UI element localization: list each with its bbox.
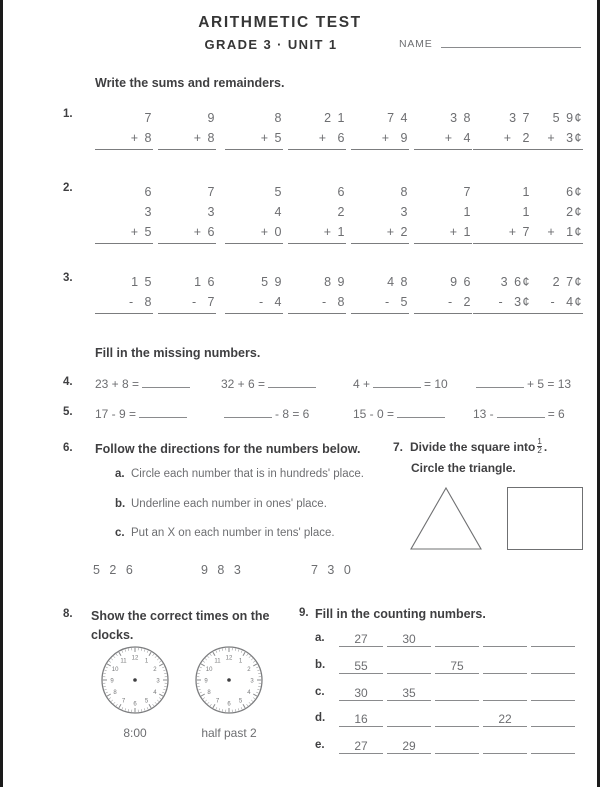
expression-text: 13 - bbox=[473, 407, 494, 421]
counting-value[interactable]: 16 bbox=[339, 712, 383, 727]
calc-column bbox=[158, 108, 216, 150]
problem-7-heading bbox=[393, 438, 593, 456]
problem-number-7: 7. bbox=[393, 439, 404, 454]
fraction-denominator: 2 bbox=[537, 446, 542, 456]
calc-column bbox=[351, 272, 409, 314]
counting-blank[interactable] bbox=[435, 739, 479, 754]
calc-operand: 7 4 bbox=[387, 111, 409, 125]
clock-center-dot bbox=[227, 678, 231, 682]
counting-blank[interactable] bbox=[531, 659, 575, 674]
clock-numeral: 8 bbox=[207, 689, 211, 696]
problem-number: 3. bbox=[63, 272, 73, 284]
counting-value[interactable]: 35 bbox=[387, 686, 431, 701]
calc-operand: 5 9¢ bbox=[552, 111, 583, 125]
calc-operand-line: - 7 bbox=[158, 292, 216, 314]
clock-numeral: 2 bbox=[153, 666, 157, 673]
counting-blank[interactable] bbox=[531, 712, 575, 727]
calc-operand-line: + 8 bbox=[95, 128, 153, 150]
calc-column bbox=[225, 108, 283, 150]
calc-operand: 9 6 bbox=[450, 275, 472, 289]
calc-operand: 3 8 bbox=[450, 111, 472, 125]
calc-operand-line: - 8 bbox=[95, 292, 153, 314]
calc-operand: 1 bbox=[463, 205, 472, 219]
clock-numeral: 9 bbox=[110, 678, 114, 685]
clock-caption: half past 2 bbox=[201, 726, 257, 740]
problem-number: 5. bbox=[63, 406, 73, 418]
expression-text: 15 - 0 = bbox=[353, 407, 395, 421]
step-text: Put an X on each number in tens' place. bbox=[131, 527, 335, 539]
counting-row-letter: d. bbox=[315, 712, 326, 724]
name-input-line[interactable] bbox=[441, 47, 581, 48]
counting-value[interactable]: 75 bbox=[435, 659, 479, 674]
problem-6-step bbox=[115, 527, 335, 539]
calc-operand-line: + 1 bbox=[288, 222, 346, 244]
calc-operand: 3 7 bbox=[509, 111, 531, 125]
problem-number: 2. bbox=[63, 182, 73, 194]
calc-operand-line: + 5 bbox=[95, 222, 153, 244]
calc-operand-line: - 2 bbox=[414, 292, 472, 314]
instruction-write-sums: Write the sums and remainders. bbox=[95, 76, 285, 90]
calc-operand-line: + 0 bbox=[225, 222, 283, 244]
clock-numeral: 9 bbox=[204, 678, 208, 685]
calc-column bbox=[414, 108, 472, 150]
clock-numeral: 3 bbox=[250, 678, 254, 685]
calc-operand-line: + 7 bbox=[473, 222, 531, 244]
problem-7 bbox=[393, 438, 593, 475]
calc-operand-line: + 1 bbox=[414, 222, 472, 244]
calc-column bbox=[225, 182, 283, 244]
counting-row-letter: a. bbox=[315, 632, 325, 644]
expression-text: 4 + bbox=[353, 377, 371, 391]
name-label: NAME bbox=[399, 38, 433, 50]
calc-operand: 3 bbox=[400, 205, 409, 219]
calc-operand: 1 5 bbox=[131, 275, 153, 289]
calc-operand: 1 bbox=[522, 205, 531, 219]
step-letter: c. bbox=[115, 527, 125, 539]
calc-operand-line: - 3¢ bbox=[473, 292, 531, 314]
clock-numeral: 7 bbox=[121, 698, 126, 705]
calc-operand: 7 bbox=[463, 185, 472, 199]
calc-operand-line: + 5 bbox=[225, 128, 283, 150]
calc-column bbox=[288, 108, 346, 150]
counting-blank[interactable] bbox=[435, 686, 479, 701]
calc-operand: 6¢ bbox=[566, 185, 583, 199]
calc-column bbox=[473, 272, 531, 314]
counting-blank[interactable] bbox=[531, 739, 575, 754]
counting-value[interactable]: 55 bbox=[339, 659, 383, 674]
clock-numeral: 10 bbox=[205, 666, 213, 673]
step-text: Circle each number that is in hundreds' place. bbox=[131, 468, 364, 480]
clock-numeral: 10 bbox=[111, 666, 119, 673]
clock-item bbox=[95, 645, 175, 740]
answer-blank[interactable] bbox=[224, 406, 272, 418]
counting-blank[interactable] bbox=[435, 632, 479, 647]
triangle-shape[interactable] bbox=[409, 486, 483, 552]
fill-in-problem bbox=[95, 406, 190, 421]
fill-in-problem bbox=[473, 376, 571, 391]
place-value-number[interactable]: 5 2 6 bbox=[93, 563, 136, 577]
problem-8-heading: Show the correct times on the clocks. bbox=[91, 609, 270, 642]
problem-number-9: 9. bbox=[299, 607, 309, 619]
clock-numeral: 8 bbox=[113, 689, 117, 696]
calc-operand-line: + 3¢ bbox=[525, 128, 583, 150]
fill-in-problem bbox=[353, 376, 448, 391]
calc-operand: 8 bbox=[400, 185, 409, 199]
calc-operand-line: + 6 bbox=[288, 128, 346, 150]
answer-blank[interactable] bbox=[373, 376, 421, 388]
step-text: Underline each number in ones' place. bbox=[131, 498, 327, 510]
calc-operand: 3 bbox=[207, 205, 216, 219]
clock-numeral: 1 bbox=[144, 658, 149, 665]
instruction-fill-missing: Fill in the missing numbers. bbox=[95, 346, 261, 360]
calc-column bbox=[525, 272, 583, 314]
calc-operand: 2 1 bbox=[324, 111, 346, 125]
calc-operand: 3 6¢ bbox=[500, 275, 531, 289]
calc-operand: 1 6 bbox=[194, 275, 216, 289]
clock-numeral: 1 bbox=[238, 658, 243, 665]
clock-numeral: 7 bbox=[215, 698, 220, 705]
counting-value[interactable]: 29 bbox=[387, 739, 431, 754]
fill-in-problem bbox=[221, 376, 319, 391]
calc-operand-line: - 8 bbox=[288, 292, 346, 314]
clock-numeral: 2 bbox=[247, 666, 251, 673]
fill-in-problem bbox=[353, 406, 448, 421]
counting-value[interactable]: 22 bbox=[483, 712, 527, 727]
expression-text: 17 - 9 = bbox=[95, 407, 137, 421]
fill-in-problem bbox=[221, 406, 309, 421]
clock-face[interactable] bbox=[100, 645, 170, 715]
calc-operand: 7 bbox=[144, 111, 153, 125]
problem-number: 1. bbox=[63, 108, 73, 120]
name-field-group bbox=[399, 38, 581, 50]
clock-numeral: 5 bbox=[238, 698, 243, 705]
expression-text: + 5 = 13 bbox=[527, 377, 572, 391]
clock-numeral: 11 bbox=[120, 658, 127, 665]
counting-value[interactable]: 30 bbox=[387, 632, 431, 647]
calc-column bbox=[95, 182, 153, 244]
clock-numeral: 12 bbox=[225, 655, 233, 662]
calc-column bbox=[351, 182, 409, 244]
calc-column bbox=[225, 272, 283, 314]
answer-blank[interactable] bbox=[268, 376, 316, 388]
calc-operand-line: + 1¢ bbox=[525, 222, 583, 244]
answer-blank[interactable] bbox=[139, 406, 187, 418]
step-letter: a. bbox=[115, 468, 125, 480]
answer-blank[interactable] bbox=[142, 376, 190, 388]
calc-column bbox=[288, 182, 346, 244]
calc-column bbox=[473, 108, 531, 150]
calc-operand-line: + 8 bbox=[158, 128, 216, 150]
calc-operand: 4 bbox=[274, 205, 283, 219]
clock-numeral: 4 bbox=[153, 689, 157, 696]
fill-in-problem bbox=[95, 376, 193, 391]
calc-column bbox=[288, 272, 346, 314]
calc-operand-line: + 2 bbox=[351, 222, 409, 244]
clock-numeral: 3 bbox=[156, 678, 160, 685]
counting-value[interactable]: 30 bbox=[339, 686, 383, 701]
clock-numeral: 4 bbox=[247, 689, 251, 696]
calc-operand-line: + 6 bbox=[158, 222, 216, 244]
counting-blank[interactable] bbox=[483, 632, 527, 647]
calc-operand: 4 8 bbox=[387, 275, 409, 289]
expression-text: 32 + 6 = bbox=[221, 377, 266, 391]
counting-blank[interactable] bbox=[483, 739, 527, 754]
calc-operand: 5 9 bbox=[261, 275, 283, 289]
problem-6-step bbox=[115, 468, 364, 480]
calc-operand: 8 9 bbox=[324, 275, 346, 289]
counting-value[interactable]: 27 bbox=[339, 739, 383, 754]
calc-column bbox=[351, 108, 409, 150]
clock-face[interactable] bbox=[194, 645, 264, 715]
expression-text: = 6 bbox=[547, 407, 565, 421]
calc-operand: 6 bbox=[337, 185, 346, 199]
problem-7-text-after: . bbox=[543, 439, 548, 454]
page-title: ARITHMETIC TEST bbox=[198, 14, 362, 31]
problem-number-8: 8. bbox=[63, 608, 73, 620]
counting-row-letter: b. bbox=[315, 659, 326, 671]
answer-blank[interactable] bbox=[476, 376, 524, 388]
clock-numeral: 12 bbox=[131, 655, 139, 662]
counting-blank[interactable] bbox=[483, 659, 527, 674]
fraction-numerator: 1 bbox=[537, 437, 542, 446]
calc-operand-line: + 4 bbox=[414, 128, 472, 150]
calc-column bbox=[158, 272, 216, 314]
calc-column bbox=[473, 182, 531, 244]
calc-operand-line: - 4 bbox=[225, 292, 283, 314]
calc-operand-line: + 9 bbox=[351, 128, 409, 150]
calc-column bbox=[95, 108, 153, 150]
problem-7-line2: Circle the triangle. bbox=[411, 460, 516, 475]
problem-6-step bbox=[115, 498, 327, 510]
expression-text: 23 + 8 = bbox=[95, 377, 140, 391]
answer-blank[interactable] bbox=[397, 406, 445, 418]
square-shape[interactable] bbox=[507, 487, 583, 550]
step-letter: b. bbox=[115, 498, 126, 510]
clock-numeral: 11 bbox=[214, 658, 221, 665]
grade-unit-subtitle: GRADE 3 · UNIT 1 bbox=[204, 37, 338, 52]
fraction-one-half bbox=[537, 438, 541, 456]
clock-item bbox=[189, 645, 269, 740]
calc-operand-line: - 5 bbox=[351, 292, 409, 314]
problem-9-heading: Fill in the counting numbers. bbox=[315, 607, 486, 621]
expression-text: = 10 bbox=[424, 377, 448, 391]
counting-blank[interactable] bbox=[435, 712, 479, 727]
calc-operand: 6 bbox=[144, 185, 153, 199]
problem-number: 4. bbox=[63, 376, 73, 388]
place-value-number[interactable]: 9 8 3 bbox=[201, 563, 244, 577]
counting-blank[interactable] bbox=[531, 686, 575, 701]
calc-column bbox=[95, 272, 153, 314]
answer-blank[interactable] bbox=[497, 406, 545, 418]
counting-blank[interactable] bbox=[387, 659, 431, 674]
clock-caption: 8:00 bbox=[123, 726, 147, 740]
calc-column bbox=[158, 182, 216, 244]
counting-blank[interactable] bbox=[387, 712, 431, 727]
clock-numeral: 6 bbox=[133, 701, 137, 708]
expression-text: - 8 = 6 bbox=[275, 407, 310, 421]
counting-value[interactable]: 27 bbox=[339, 632, 383, 647]
clock-numeral: 5 bbox=[144, 698, 149, 705]
calc-operand: 2 7¢ bbox=[552, 275, 583, 289]
clock-center-dot bbox=[133, 678, 137, 682]
counting-blank[interactable] bbox=[531, 632, 575, 647]
place-value-number[interactable]: 7 3 0 bbox=[311, 563, 354, 577]
calc-operand: 5 bbox=[274, 185, 283, 199]
calc-column bbox=[414, 182, 472, 244]
calc-operand: 8 bbox=[274, 111, 283, 125]
calc-operand: 3 bbox=[144, 205, 153, 219]
calc-column bbox=[525, 108, 583, 150]
calc-operand: 2 bbox=[337, 205, 346, 219]
problem-7-text-before: Divide the square into bbox=[410, 439, 536, 454]
calc-operand-line: - 4¢ bbox=[525, 292, 583, 314]
clock-numeral: 6 bbox=[227, 701, 231, 708]
fill-in-problem bbox=[473, 406, 565, 421]
problem-number-6: 6. bbox=[63, 442, 73, 454]
calc-column bbox=[525, 182, 583, 244]
calc-operand: 1 bbox=[522, 185, 531, 199]
calc-operand: 7 bbox=[207, 185, 216, 199]
calc-operand: 2¢ bbox=[566, 205, 583, 219]
calc-column bbox=[414, 272, 472, 314]
counting-blank[interactable] bbox=[483, 686, 527, 701]
counting-row-letter: c. bbox=[315, 686, 325, 698]
calc-operand: 9 bbox=[207, 111, 216, 125]
problem-6-heading: Follow the directions for the numbers below. bbox=[95, 442, 361, 456]
calc-operand-line: + 2 bbox=[473, 128, 531, 150]
counting-row-letter: e. bbox=[315, 739, 325, 751]
